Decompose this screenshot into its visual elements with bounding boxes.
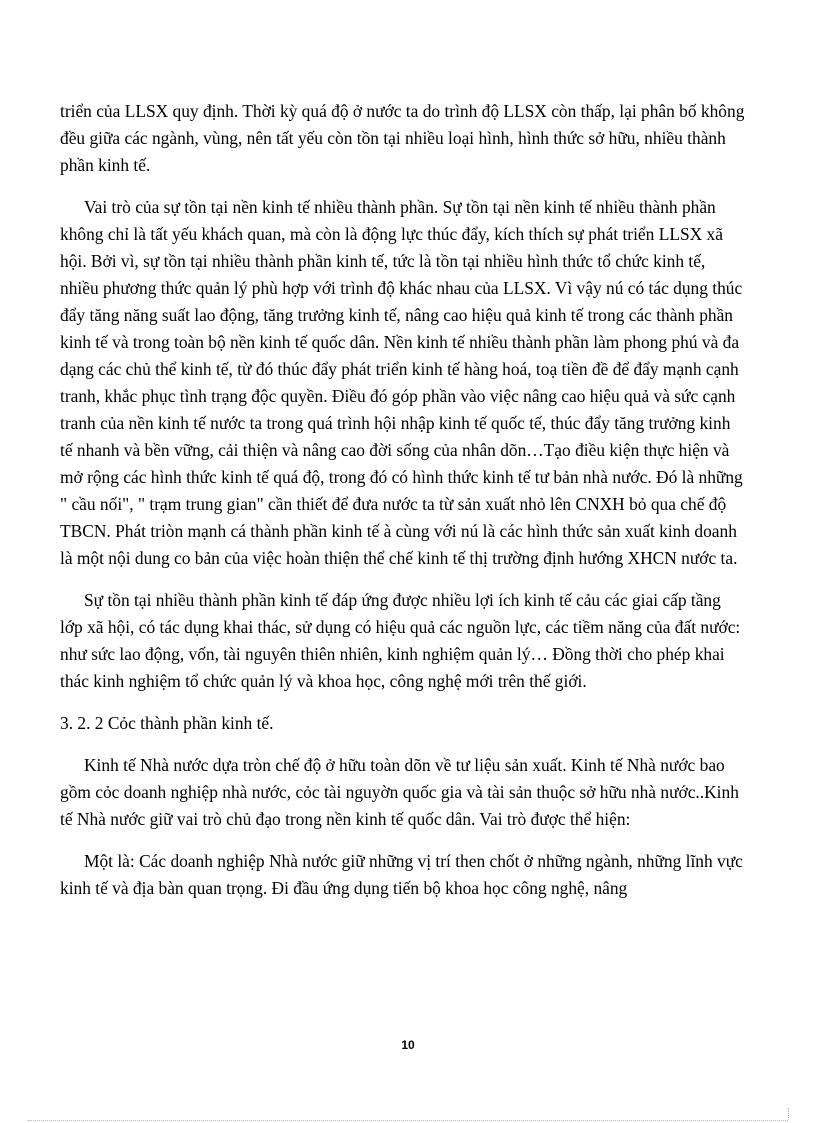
page-number: 10: [401, 1038, 415, 1052]
paragraph-interests-and-resources: Sự tồn tại nhiều thành phần kinh tế đáp ứng được nhiều lợi ích kinh tế cảu các giai cấp tầng lớp xã hội, có tác dụng khai thác, sử dụng có hiệu quả các nguồn lực, các tiềm năng của đất nước: như sức lao động, vốn, tài nguyên thiên nhiên, kinh nghiệm quản lý… Đồng thời cho phép khai thác kinh nghiệm tổ chức quản lý và khoa học, công nghệ mới trên thế giới.: [60, 590, 741, 691]
section-heading: 3. 2. 2 Cỏc thành phần kinh tế.: [60, 713, 274, 733]
paragraph-state-economy: Kinh tế Nhà nước dựa tròn chế độ ở hữu toàn dõn về tư liệu sản xuất. Kinh tế Nhà nước bao gồm cỏc doanh nghiệp nhà nước, cỏc tài nguyờn quốc gia và tài sản thuộc sở hữu nhà nước..Kinh tế Nhà nước giữ vai trò chủ đạo trong nền kinh tế quốc dân. Vai trò được thể hiện:: [60, 755, 739, 829]
page-corner-border: [788, 1108, 789, 1120]
paragraph-first-point: Một là: Các doanh nghiệp Nhà nước giữ những vị trí then chốt ở những ngành, những lĩnh vực kinh tế và địa bàn quan trọng. Đi đầu ứng dụng tiến bộ khoa học công nghệ, nâng: [60, 851, 743, 898]
body-text: [60, 98, 745, 902]
paragraph-continuation: triển của LLSX quy định. Thời kỳ quá độ ở nước ta do trình độ LLSX còn thấp, lại phân bố không đều giữa các ngành, vùng, nên tất yếu còn tồn tại nhiều loại hình, hình thức sở hữu, nhiều thành phần kinh tế.: [60, 101, 745, 175]
paragraph-role-of-multisector-economy: Vai trò của sự tồn tại nền kinh tế nhiều thành phần. Sự tồn tại nền kinh tế nhiều thành phần không chỉ là tất yếu khách quan, mà còn là động lực thúc đẩy, kích thích sự phát triển LLSX xã hội. Bởi vì, sự tồn tại nhiều thành phần kinh tế, tức là tồn tại nhiều hình thức tổ chức kinh tế, nhiều phương thức quản lý phù hợp với trình độ khác nhau của LLSX. Vì vậy nú có tác dụng thúc đẩy tăng năng suất lao động, tăng trưởng kinh tế, nâng cao hiệu quả kinh tế trong các thành phần kinh tế và trong toàn bộ nền kinh tế quốc dân. Nền kinh tế nhiều thành phần làm phong phú và đa dạng các chủ thể kinh tế, từ đó thúc đẩy phát triển kinh tế hàng hoá, toạ tiền đề để đẩy mạnh cạnh tranh, khắc phục tình trạng độc quyền. Điều đó góp phần vào việc nâng cao hiệu quả và sức cạnh tranh của nền kinh tế nước ta trong quá trình hội nhập kinh tế quốc tế, thúc đẩy tăng trưởng kinh tế nhanh và bền vững, cải thiện và nâng cao đời sống của nhân dõn…Tạo điều kiện thực hiện và mở rộng các hình thức kinh tế quá độ, trong đó có hình thức kinh tế tư bản nhà nước. Đó là những " cầu nối", " trạm trung gian" cần thiết để đưa nước ta từ sản xuất nhỏ lên CNXH bỏ qua chế độ TBCN. Phát triòn mạnh cá thành phần kinh tế à cùng với nú là các hình thức sản xuất kinh doanh là một nội dung co bản của việc hoàn thiện thể chế kinh tế thị trường định hướng XHCN nước ta.: [60, 197, 743, 568]
page-bottom-border: [28, 1120, 788, 1121]
